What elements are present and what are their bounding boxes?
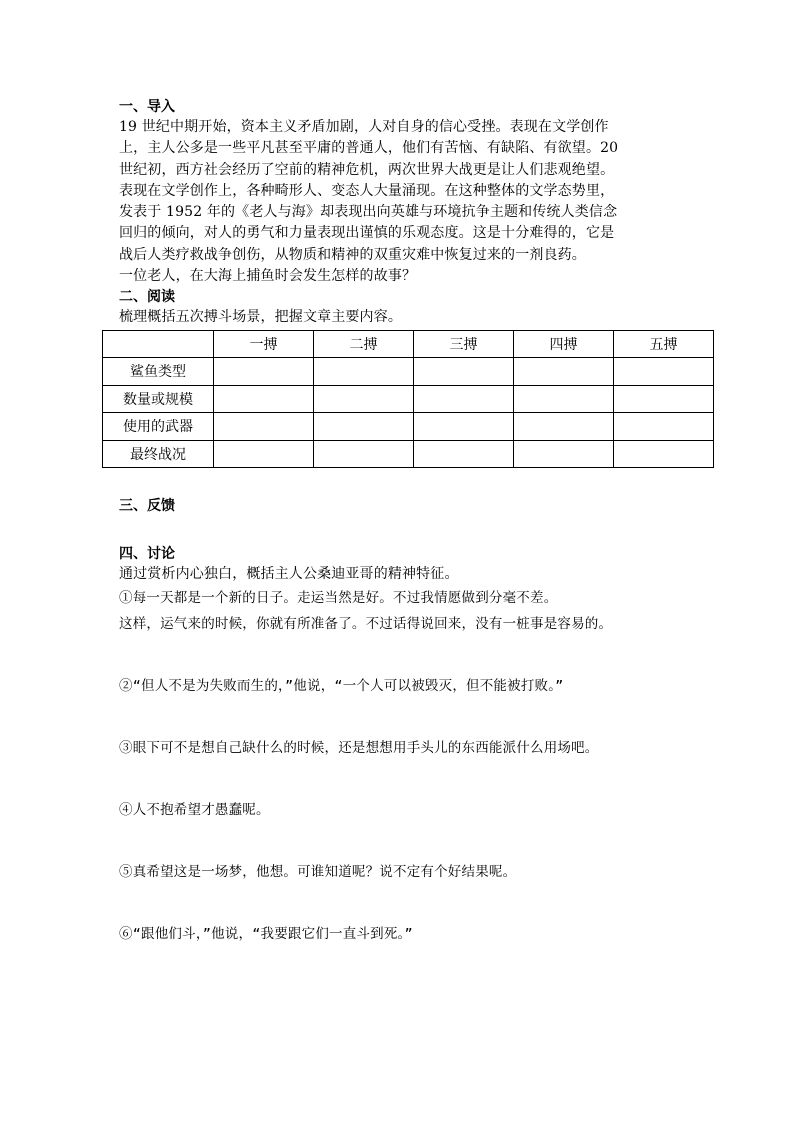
column-header: 四搏 (514, 330, 614, 358)
reading-instruction: 梳理概括五次搏斗场景，把握文章主要内容。 (119, 309, 402, 326)
monologue-item-5: ⑤真希望这是一场梦，他想。可谁知道呢？说不定有个好结果呢。 (119, 864, 517, 881)
table-row (103, 358, 714, 386)
answer-cell[interactable] (314, 413, 414, 441)
answer-cell[interactable] (214, 440, 314, 468)
monologue-item-4: ④人不抱希望才愚蠢呢。 (119, 802, 270, 819)
monologue-item-2: ②“但人不是为失败而生的，”他说，“一个人可以被毁灭，但不能被打败。” (119, 678, 564, 695)
column-header: 二搏 (314, 330, 414, 358)
answer-cell[interactable] (314, 385, 414, 413)
answer-cell[interactable] (514, 385, 614, 413)
row-header: 鲨鱼类型 (103, 358, 214, 386)
table-row (103, 413, 714, 441)
discussion-instruction: 通过赏析内心独白，概括主人公桑迪亚哥的精神特征。 (119, 566, 459, 583)
row-header: 最终战况 (103, 440, 214, 468)
monologue-item-3: ③眼下可不是想自己缺什么的时候，还是想想用手头儿的东西能派什么用场吧。 (119, 740, 599, 757)
table-row (103, 385, 714, 413)
intro-question: 一位老人，在大海上捕鱼时会发生怎样的故事？ (119, 268, 417, 285)
answer-cell[interactable] (314, 440, 414, 468)
column-header: 五搏 (614, 330, 714, 358)
answer-cell[interactable] (614, 413, 714, 441)
intro-line: 发表于 1952 年的《老人与海》却表现出向英雄与环境抗争主题和传统人类信念 (119, 204, 618, 221)
answer-cell[interactable] (414, 413, 514, 441)
answer-cell[interactable] (514, 440, 614, 468)
table-corner-cell (103, 330, 214, 358)
answer-cell[interactable] (614, 385, 714, 413)
monologue-item-1: ①每一天都是一个新的日子。走运当然是好。不过我情愿做到分毫不差。 (119, 590, 558, 607)
intro-heading: 一、导入 (119, 99, 175, 115)
monologue-item-6: ⑥“跟他们斗，”他说，“我要跟它们一直斗到死。” (119, 926, 413, 943)
answer-cell[interactable] (214, 385, 314, 413)
intro-paragraph (119, 117, 719, 287)
reading-heading: 二、阅读 (119, 289, 175, 306)
intro-line: 战后人类疗救战争创伤，从物质和精神的双重灾难中恢复过来的一剂良药。 (119, 246, 586, 263)
answer-cell[interactable] (214, 413, 314, 441)
worksheet (119, 97, 719, 947)
intro-line: 表现在文学创作上，各种畸形人、变态人大量涌现。在这种整体的文学态势里， (119, 182, 615, 199)
answer-cell[interactable] (314, 358, 414, 386)
row-header: 使用的武器 (103, 413, 214, 441)
intro-line: 19 世纪中期开始，资本主义矛盾加剧，人对自身的信心受挫。表现在文学创作 (119, 119, 609, 135)
table-row (103, 440, 714, 468)
column-header: 一搏 (214, 330, 314, 358)
answer-cell[interactable] (614, 440, 714, 468)
discussion-heading: 四、讨论 (119, 546, 175, 563)
feedback-heading: 三、反馈 (119, 498, 175, 515)
column-header: 三搏 (414, 330, 514, 358)
intro-line: 回归的倾向，对人的勇气和力量表现出谨慎的乐观态度。这是十分难得的，它是 (119, 225, 615, 242)
answer-cell[interactable] (514, 413, 614, 441)
answer-cell[interactable] (514, 358, 614, 386)
intro-line: 上，主人公多是一些平凡甚至平庸的普通人，他们有苦恼、有缺陷、有欲望。20 (119, 140, 619, 157)
fight-summary-table (102, 330, 714, 469)
answer-cell[interactable] (614, 358, 714, 386)
monologue-item-1-continued: 这样，运气来的时候，你就有所准备了。不过话得说回来，没有一桩事是容易的。 (119, 616, 613, 633)
table-header-row (103, 330, 714, 358)
answer-cell[interactable] (214, 358, 314, 386)
answer-cell[interactable] (414, 358, 514, 386)
answer-cell[interactable] (414, 440, 514, 468)
row-header: 数量或规模 (103, 385, 214, 413)
answer-cell[interactable] (414, 385, 514, 413)
intro-line: 世纪初，西方社会经历了空前的精神危机，两次世界大战更是让人们悲观绝望。 (119, 161, 615, 178)
